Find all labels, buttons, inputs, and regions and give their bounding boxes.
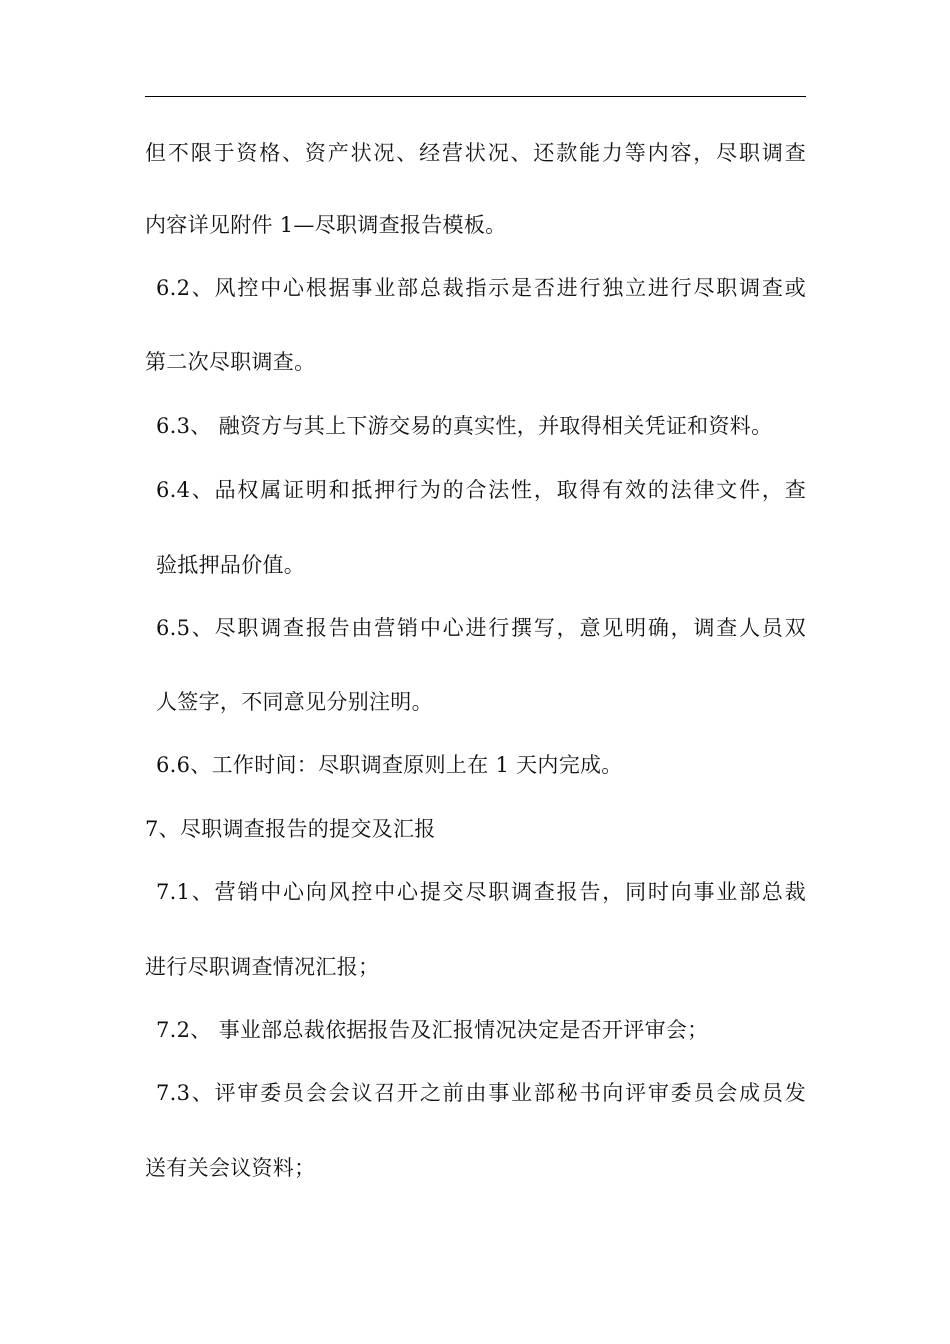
text-line: 7.2、 事业部总裁依据报告及汇报情况决定是否开评审会； <box>156 1018 709 1042</box>
text-line: 进行尽职调查情况汇报； <box>145 955 380 979</box>
text-line: 6.4、品权属证明和抵押行为的合法性，取得有效的法律文件，查 <box>156 478 806 502</box>
text-line: 第二次尽职调查。 <box>145 350 316 374</box>
section-heading: 7、尽职调查报告的提交及汇报 <box>145 817 436 841</box>
text-line: 7.1、营销中心向风控中心提交尽职调查报告，同时向事业部总裁 <box>156 880 806 904</box>
text-line: 送有关会议资料； <box>145 1156 316 1180</box>
text-line: 6.6、工作时间：尽职调查原则上在 1 天内完成。 <box>156 753 623 777</box>
text-line: 6.3、 融资方与其上下游交易的真实性，并取得相关凭证和资料。 <box>156 414 773 438</box>
text-line: 7.3、评审委员会会议召开之前由事业部秘书向评审委员会成员发 <box>156 1081 806 1105</box>
text-line: 验抵押品价值。 <box>156 553 306 577</box>
text-line: 6.2、风控中心根据事业部总裁指示是否进行独立进行尽职调查或 <box>156 276 806 300</box>
text-line: 但不限于资格、资产状况、经营状况、还款能力等内容，尽职调查 <box>145 141 806 165</box>
text-line: 人签字，不同意见分别注明。 <box>156 690 433 714</box>
text-line: 内容详见附件 1—尽职调查报告模板。 <box>145 213 507 237</box>
header-rule <box>145 96 806 97</box>
text-line: 6.5、尽职调查报告由营销中心进行撰写，意见明确，调查人员双 <box>156 616 806 640</box>
